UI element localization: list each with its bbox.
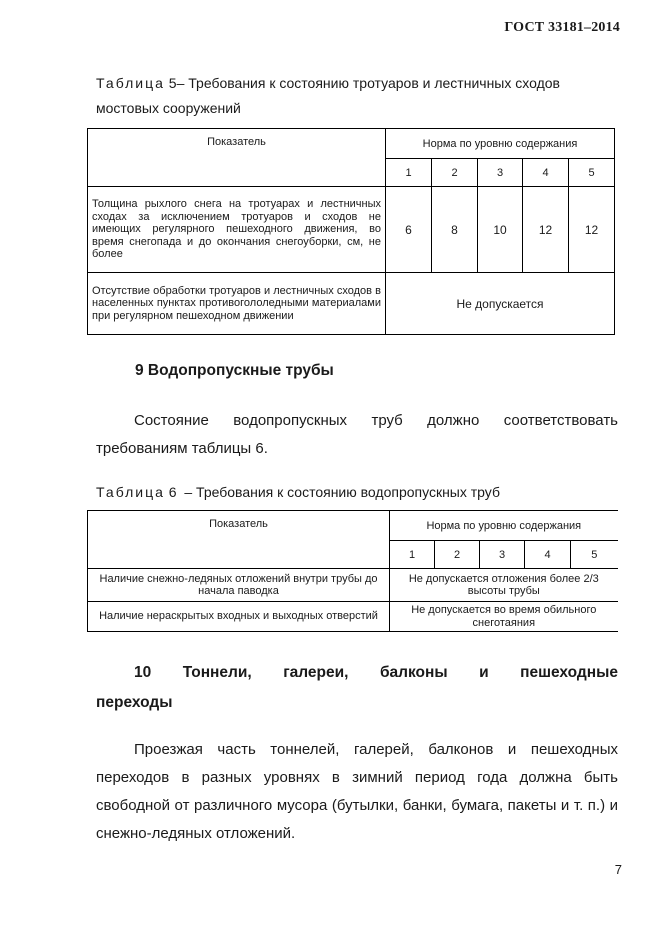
table5-header-norm: Норма по уровню содержания: [386, 129, 615, 159]
table6-row1-indicator: Наличие снежно-ледяных отложений внутри трубы до начала паводка: [88, 569, 390, 602]
table6-level: 4: [525, 541, 571, 569]
table5-caption-text2: мостовых сооружений: [96, 100, 241, 116]
section10-heading-line1: 10 Тоннели, галереи, балконы и пешеходные: [134, 664, 618, 681]
table5-row1-value: 10: [478, 187, 523, 273]
table6-level: 5: [571, 541, 618, 569]
table6-level: 2: [435, 541, 480, 569]
table5-caption-label: Таблица: [96, 75, 165, 91]
section10-heading: [96, 658, 618, 718]
table5-row1-value: 12: [569, 187, 615, 273]
table-row: [88, 602, 618, 632]
table6-row1-norm: Не допускается отложения более 2/3 высоты трубы: [390, 569, 618, 602]
section9-heading: 9 Водопропускные трубы: [135, 362, 334, 379]
table6-level: 3: [480, 541, 525, 569]
table6-row2-indicator: Наличие нераскрытых входных и выходных отверстий: [88, 602, 390, 632]
table-row: [88, 273, 615, 335]
table6-caption-num: 6: [168, 484, 177, 500]
table5-caption-text: – Требования к состоянию тротуаров и лестничных сходов: [176, 75, 560, 91]
table6: [87, 510, 618, 632]
table5-level: 3: [478, 159, 523, 187]
table5-row1-value: 6: [386, 187, 432, 273]
section9-paragraph: Состояние водопропускных труб должно соответствовать требованиям таблицы 6.: [96, 412, 618, 457]
table5-level: 1: [386, 159, 432, 187]
table5-row1-value: 8: [432, 187, 478, 273]
table6-caption-label: Таблица: [96, 484, 165, 500]
table6-caption: [96, 480, 626, 505]
table5-level: 2: [432, 159, 478, 187]
table5-row2-norm: Не допускается: [386, 273, 615, 335]
table5: [87, 128, 615, 335]
table5-row1-indicator: Толщина рыхлого снега на тротуарах и лестничных сходах за исключением тротуаров и сходов не имеющих регулярного пешеходного движения, во время снегопада и до окончания снегоуборки, см, не более: [88, 187, 386, 273]
table5-level: 4: [523, 159, 569, 187]
table5-caption: [96, 71, 626, 121]
table5-header-indicator: Показатель: [88, 129, 386, 187]
table5-level: 5: [569, 159, 615, 187]
table-row: [88, 187, 615, 273]
table6-caption-text: – Требования к состоянию водопропускных труб: [184, 484, 500, 500]
table5-row2-indicator: Отсутствие обработки тротуаров и лестничных сходов в населенных пунктах противогололедными материалами при регулярном пешеходном движении: [88, 273, 386, 335]
page-number: 7: [614, 862, 622, 877]
standard-number: ГОСТ 33181–2014: [504, 20, 620, 35]
table6-row2-norm: Не допускается во время обильного снеготаяния: [390, 602, 618, 632]
table-row: [88, 569, 618, 602]
table6-header-norm: Норма по уровню содержания: [390, 511, 618, 541]
table5-caption-num: 5: [168, 75, 177, 91]
table6-level: 1: [390, 541, 435, 569]
section10-heading-line2: переходы: [96, 694, 173, 711]
table5-row1-value: 12: [523, 187, 569, 273]
table6-header-indicator: Показатель: [88, 511, 390, 569]
section10-paragraph: Проезжая часть тоннелей, галерей, балконов и пешеходных переходов в разных уровнях в зимний период года должна быть свободной от различного мусора (бутылки, банки, бумага, пакеты и т. п.) и снежно-ледяных отложений.: [96, 741, 618, 842]
